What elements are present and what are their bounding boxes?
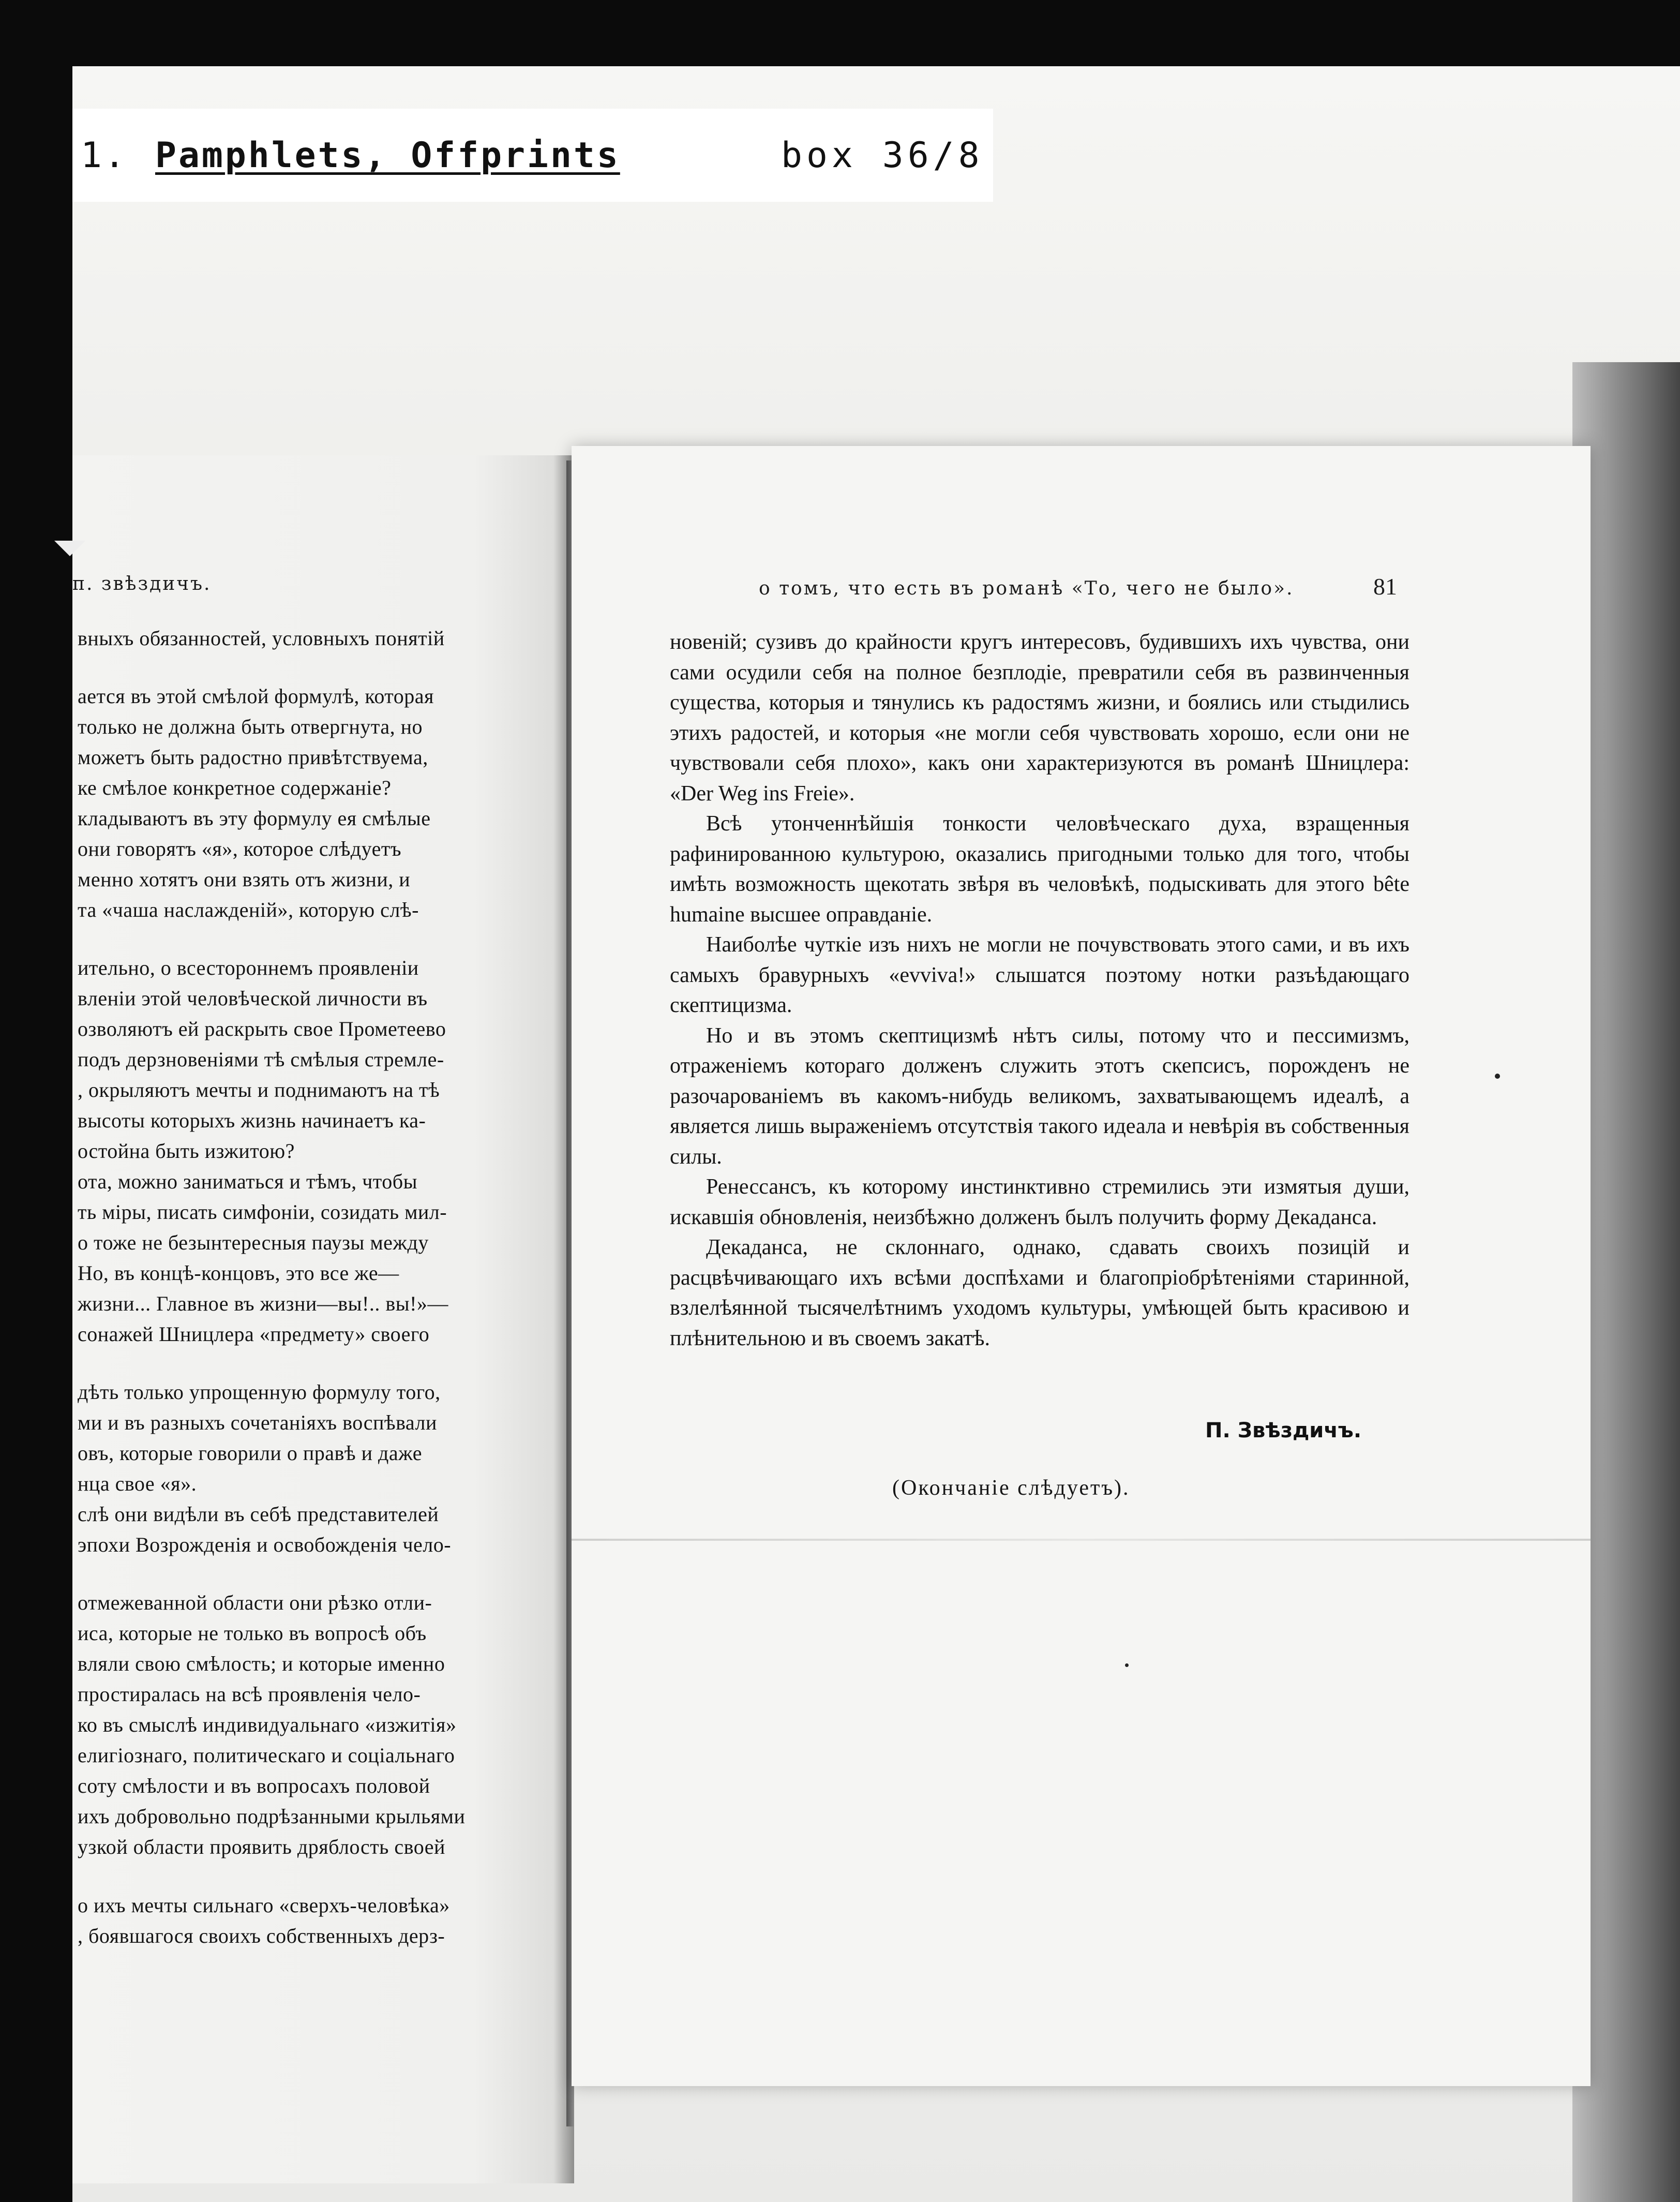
right-page (572, 446, 1591, 2086)
paragraph: Декаданса, не склоннаго, однако, сдавать своихъ позицій и расцвѣчивающаго ихъ всѣми доспѣхами и благопріобрѣтеніями старинной, взлелѣянной тысячелѣтнимъ уходомъ культуры, умѣющей быть красивою и плѣнительною и въ своемъ закатѣ. (670, 1236, 1409, 1350)
label-number: 1. (81, 135, 127, 176)
left-page-line: елигіознаго, политическаго и соціальнаго (78, 1744, 455, 1767)
left-page-line: можетъ быть радостно привѣтствуема, (78, 746, 428, 769)
left-page-line: только не должна быть отвергнута, но (78, 715, 423, 739)
film-notch (54, 541, 85, 556)
left-page-line: Но, въ концѣ-концовъ, это все же— (78, 1261, 399, 1285)
label-box-number: box 36/8 (781, 135, 984, 176)
paragraph: Но и въ этомъ скептицизмѣ нѣтъ силы, потому что и пессимизмъ, отраженіемъ котораго долженъ служить этотъ скепсисъ, порожденъ не разочарованіемъ въ какомъ-нибудь великомъ, захватывающемъ идеалѣ, а является лишь выраженіемъ отсутствія такого идеала и невѣрія въ собственныя силы. (670, 1023, 1409, 1169)
film-speck (1495, 1074, 1500, 1079)
left-page-line: та «чаша наслажденій», которую слѣ- (78, 898, 419, 922)
left-page-line: они говорятъ «я», которое слѣдуетъ (78, 837, 402, 861)
left-page-line: вленіи этой человѣческой личности въ (78, 987, 428, 1010)
label-title: Pamphlets, Offprints (155, 135, 620, 176)
left-page-line: о тоже не безынтересныя паузы между (78, 1231, 429, 1255)
left-page-line: отмежеванной области они рѣзко отли- (78, 1591, 432, 1615)
left-page-line: дѣть только упрощенную формулу того, (78, 1380, 441, 1404)
left-page-line: ке смѣлое конкретное содержаніе? (78, 776, 392, 800)
left-page-line: о ихъ мечты сильнаго «сверхъ-человѣка» (78, 1893, 450, 1917)
left-page-line: подъ дерзновеніями тѣ смѣлыя стремле- (78, 1048, 444, 1072)
left-page-line: жизни... Главное въ жизни—вы!.. вы!»— (78, 1292, 448, 1316)
left-page-line: ко въ смыслѣ индивидуальнаго «изжитія» (78, 1713, 457, 1737)
left-page-line: эпохи Возрожденія и освобожденія чело- (78, 1533, 452, 1557)
left-page-line: ается въ этой смѣлой формулѣ, которая (78, 685, 434, 708)
left-page-line: , окрыляютъ мечты и поднимаютъ на тѣ (78, 1078, 440, 1102)
left-page-line: ихъ добровольно подрѣзанными крыльями (78, 1805, 466, 1828)
left-page-line: вныхъ обязанностей, условныхъ понятій (78, 627, 445, 650)
body-text (670, 627, 1409, 1353)
left-page-line: ительно, о всестороннемъ проявленіи (78, 956, 419, 980)
left-page (72, 455, 574, 2183)
left-page-line: высоты которыхъ жизнь начинаетъ ка- (78, 1109, 426, 1133)
film-speck (1125, 1663, 1129, 1667)
left-page-line: простиралась на всѣ проявленія чело- (78, 1683, 421, 1706)
left-page-line: кладываютъ въ эту формулу ея смѣлые (78, 807, 431, 830)
paragraph: Всѣ утонченнѣйшія тонкости человѣческаго духа, взращенныя рафинированною культурою, оказались пригодными только для того, чтобы имѣть возможность щекотать звѣря въ человѣкѣ, подыскивать для этого bête humaine высшее оправданіе. (670, 812, 1409, 927)
left-page-line: нца свое «я». (78, 1472, 197, 1496)
left-page-header: п. звѣздичъ. (72, 573, 212, 594)
left-page-line: менно хотятъ они взять отъ жизни, и (78, 868, 411, 891)
left-page-line: озволяютъ ей раскрыть свое Прометеево (78, 1017, 446, 1041)
page-fold-line (572, 1539, 1591, 1541)
left-page-line: остойна быть изжитою? (78, 1139, 295, 1163)
left-page-line: , боявшагося своихъ собственныхъ дерз- (78, 1924, 445, 1947)
left-page-line: иса, которые не только въ вопросѣ объ (78, 1621, 427, 1645)
paragraph: Ренессансъ, къ которому инстинктивно стремились эти измятыя души, искавшія обновленія, неизбѣжно долженъ былъ получить форму Декаданса. (670, 1175, 1409, 1229)
left-page-line: соту смѣлости и въ вопросахъ половой (78, 1774, 430, 1798)
paragraph: новеній; сузивъ до крайности кругъ интересовъ, будившихъ ихъ чувства, они сами осудили себя на полное безплодіе, превратили себя въ развинченныя существа, которыя и тянулись къ радостямъ жизни, и боялись или стыдились этихъ радостей, и которыя «не могли себя чувствовать хорошо, если они не чувствовали себя плохо», какъ они характеризуются въ романѣ Шницлера: «Der Weg ins Freie». (670, 630, 1409, 806)
left-page-line: ота, можно заниматься и тѣмъ, чтобы (78, 1170, 417, 1194)
left-page-line: ть міры, писать симфоніи, созидать мил- (78, 1200, 447, 1224)
left-page-line: узкой области проявить дряблость своей (78, 1835, 445, 1859)
left-page-line: вляли свою смѣлость; и которые именно (78, 1652, 445, 1676)
paragraph: Наиболѣе чуткіе изъ нихъ не могли не почувствовать этого сами, и въ ихъ самыхъ бравурныхъ «evviva!» слышатся поэтому нотки разъѣдающаго скептицизма. (670, 933, 1409, 1017)
left-page-line: слѣ они видѣли въ себѣ представителей (78, 1502, 439, 1526)
archive-label (72, 109, 993, 202)
left-page-line: сонажей Шницлера «предмету» своего (78, 1322, 430, 1346)
running-head: о томъ, что есть въ романѣ «То, чего не было». (759, 578, 1294, 599)
page-number: 81 (1373, 573, 1397, 600)
left-page-line: ми и въ разныхъ сочетаніяхъ воспѣвали (78, 1411, 437, 1435)
left-page-line: овъ, которые говорили о правѣ и даже (78, 1441, 422, 1465)
author-signature: П. Звѣздичъ. (1205, 1419, 1362, 1442)
to-be-continued-note: (Окончаніе слѣдуетъ). (892, 1476, 1130, 1500)
